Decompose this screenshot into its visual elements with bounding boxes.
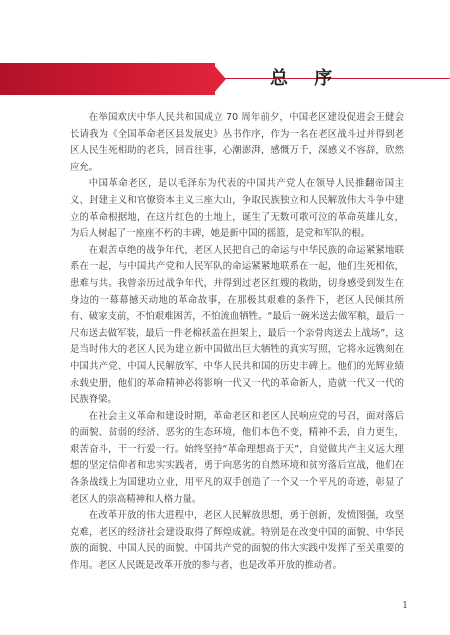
chevron-arrow-icon <box>212 63 226 95</box>
red-banner-bar <box>0 63 215 95</box>
paragraph: 中国革命老区，是以毛泽东为代表的中国共产党人在领导人民推翻帝国主义、封建主义和官僚资本主义三座大山，争取民族独立和人民解放伟大斗争中建立的革命根据地，在这片红色的土地上，诞生了无数可歌可泣的革命英雄儿女，为后人树起了一座座不朽的丰碑，她是新中国的摇篮，是党和军队的根。 <box>70 178 404 240</box>
paragraph: 在举国欢庆中华人民共和国成立 70 周年前夕，中国老区建设促进会王健会长请我为《全国革命老区县发展史》丛书作序，作为一名在老区战斗过并得到老区人民生死相助的老兵，回首往事，心潮澎湃，感慨万千，深感义不容辞，欣然应允。 <box>70 112 404 173</box>
body-text <box>70 110 404 575</box>
paragraph: 在艰苦卓绝的战争年代，老区人民把自己的命运与中华民族的命运紧紧地联系在一起，与中国共产党和人民军队的命运紧紧地联系在一起，他们生死相依，患难与共。我曾亲历过战争年代，并得到过老区红嫂的救助，切身感受到发生在身边的一幕幕撼天动地的革命故事，在那极其艰难的条件下，老区人民倾其所有、破家支前，不怕艰难困苦，不怕流血牺牲。“最后一碗米送去做军粮，最后一尺布送去做军装，最后一件老棉袄盖在担架上，最后一个亲骨肉送去上战场”，这是当时伟大的老区人民为建立新中国做出巨大牺牲的真实写照，它将永远镌刻在中国共产党、中国人民解放军、中华人民共和国的历史丰碑上。他们的光辉业绩永载史册，他们的革命精神必将影响一代又一代的革命新人，造就一代又一代的民族脊梁。 <box>70 244 404 406</box>
page-number: 1 <box>402 601 408 611</box>
paragraph: 在社会主义革命和建设时期，革命老区和老区人民响应党的号召，面对落后的面貌、贫弱的经济、恶劣的生态环境，他们本色不变，精神不丢，自力更生，艰苦奋斗，干一行爱一行。始终坚持“革命理想高于天”，自觉做共产主义远大理想的坚定信仰者和忠实实践者，勇于向恶劣的自然环境和贫穷落后宣战，他们在各条战线上为国建功立业，用平凡的双手创造了一个又一个平凡的奇迹，彰显了老区人的崇高精神和人格力量。 <box>70 410 404 505</box>
paragraph: 在改革开放的伟大进程中，老区人民解放思想，勇于创新，发愤图强，攻坚克难，老区的经济社会建设取得了辉煌成就。特别是在改变中国的面貌、中华民族的面貌、中国人民的面貌、中国共产党的面貌的伟大实践中发挥了至关重要的作用。老区人民既是改革开放的参与者，也是改革开放的推动者。 <box>70 510 404 572</box>
page-title: 总 序 <box>270 68 343 89</box>
